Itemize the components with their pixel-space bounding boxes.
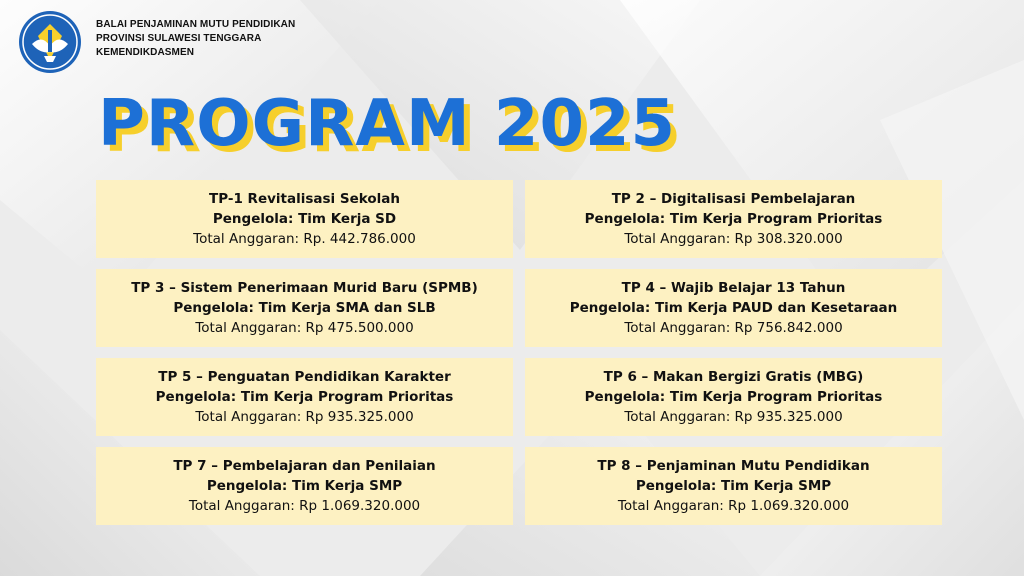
program-manager: Pengelola: Tim Kerja SMP [206, 478, 403, 494]
program-name: TP-1 Revitalisasi Sekolah [209, 191, 400, 207]
org-line: BALAI PENJAMINAN MUTU PENDIDIKAN [96, 19, 296, 30]
program-name: TP 2 – Digitalisasi Pembelajaran [611, 191, 856, 207]
program-budget: Total Anggaran: Rp 308.320.000 [624, 231, 843, 247]
program-name: TP 5 – Penguatan Pendidikan Karakter [158, 369, 451, 385]
program-card [96, 358, 513, 436]
program-grid [96, 180, 942, 525]
program-budget: Total Anggaran: Rp. 442.786.000 [193, 231, 416, 247]
program-card [525, 447, 942, 525]
page-title: PROGRAM 2025 [98, 87, 677, 161]
program-budget: Total Anggaran: Rp 935.325.000 [624, 409, 843, 425]
organization-name [96, 18, 295, 60]
org-line: KEMENDIKDASMEN [96, 47, 195, 58]
program-manager: Pengelola: Tim Kerja Program Prioritas [584, 389, 883, 405]
program-manager: Pengelola: Tim Kerja SMP [635, 478, 832, 494]
program-manager: Pengelola: Tim Kerja SMA dan SLB [173, 300, 436, 316]
program-name: TP 8 – Penjaminan Mutu Pendidikan [597, 458, 870, 474]
header [18, 10, 295, 74]
program-manager: Pengelola: Tim Kerja PAUD dan Kesetaraan [569, 300, 898, 316]
program-budget: Total Anggaran: Rp 935.325.000 [195, 409, 414, 425]
program-card [525, 180, 942, 258]
program-budget: Total Anggaran: Rp 756.842.000 [624, 320, 843, 336]
program-name: TP 3 – Sistem Penerimaan Murid Baru (SPMB) [131, 280, 478, 296]
program-manager: Pengelola: Tim Kerja SD [212, 211, 397, 227]
program-name: TP 7 – Pembelajaran dan Penilaian [173, 458, 436, 474]
program-budget: Total Anggaran: Rp 475.500.000 [195, 320, 414, 336]
program-card [525, 269, 942, 347]
program-card [525, 358, 942, 436]
program-name: TP 4 – Wajib Belajar 13 Tahun [621, 280, 846, 296]
org-line: PROVINSI SULAWESI TENGGARA [96, 33, 262, 44]
program-card [96, 269, 513, 347]
tut-wuri-handayani-logo-icon [18, 10, 82, 74]
program-manager: Pengelola: Tim Kerja Program Prioritas [584, 211, 883, 227]
program-manager: Pengelola: Tim Kerja Program Prioritas [155, 389, 454, 405]
program-budget: Total Anggaran: Rp 1.069.320.000 [188, 498, 421, 514]
program-card [96, 447, 513, 525]
program-budget: Total Anggaran: Rp 1.069.320.000 [617, 498, 850, 514]
program-card [96, 180, 513, 258]
program-name: TP 6 – Makan Bergizi Gratis (MBG) [603, 369, 864, 385]
